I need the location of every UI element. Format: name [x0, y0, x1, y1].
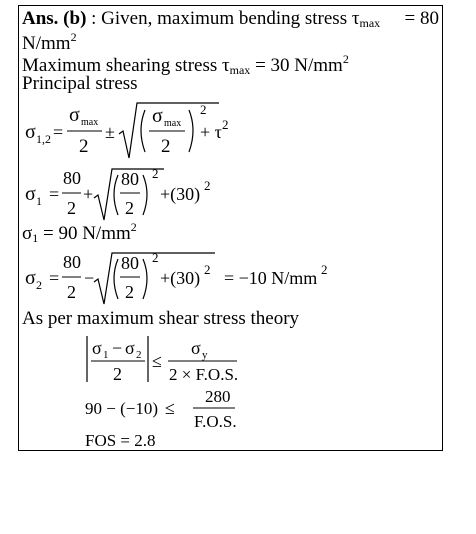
given-line — [22, 8, 439, 31]
principal-heading: Principal stress — [22, 73, 138, 94]
sub-num: 280 — [205, 387, 231, 406]
f-num-sub: max — [81, 117, 99, 128]
fos-result: FOS = 2.8 — [85, 431, 156, 450]
shear-value: = 30 N/mm — [255, 55, 343, 76]
f-num: σ — [69, 104, 80, 126]
s1-inner-den: 2 — [125, 198, 134, 218]
svg-text:σ: σ — [92, 338, 102, 358]
s1-num: 80 — [63, 168, 81, 188]
s2-inner-num: 80 — [121, 253, 139, 273]
f-tau-sq: 2 — [222, 117, 229, 132]
svg-text:≤: ≤ — [165, 398, 175, 418]
svg-text:2: 2 — [204, 262, 211, 277]
svg-text:σ: σ — [25, 183, 36, 205]
svg-text:2: 2 — [152, 250, 159, 265]
svg-text:2: 2 — [113, 364, 122, 384]
svg-text:2 × F.O.S.: 2 × F.O.S. — [169, 365, 239, 384]
f-inner-sub: max — [164, 118, 182, 129]
answer-box — [18, 5, 443, 451]
given-sub: max — [359, 16, 381, 30]
svg-text:≤: ≤ — [152, 351, 162, 371]
svg-text:1: 1 — [36, 194, 42, 208]
f-paren-left — [141, 110, 145, 152]
substitution — [79, 386, 279, 432]
sigma2-equation — [19, 248, 359, 306]
s2-result: = −10 N/mm — [224, 268, 318, 288]
given-unit-exp: 2 — [70, 30, 77, 44]
s1-tail: +(30) — [160, 184, 201, 204]
shear-text: Maximum shearing stress τ — [22, 55, 230, 76]
s2-op: − — [84, 268, 95, 288]
sub-den: F.O.S. — [194, 412, 237, 431]
s1-inner-num: 80 — [121, 169, 139, 189]
svg-text:σ: σ — [25, 267, 36, 289]
s1-op: + — [83, 184, 94, 204]
f-inner-num: σ — [152, 105, 163, 127]
s1-den: 2 — [67, 198, 76, 218]
f-inner-den: 2 — [161, 136, 171, 157]
svg-text:2: 2 — [152, 166, 159, 181]
svg-text:−: − — [112, 338, 123, 358]
svg-text:=: = — [49, 268, 60, 288]
sub-lhs: 90 − (−10) — [85, 399, 158, 418]
f-pm: ± — [105, 122, 115, 142]
svg-text:y: y — [202, 349, 208, 361]
svg-text:σ: σ — [125, 338, 135, 358]
shear-exp: 2 — [342, 52, 349, 66]
f-paren-right — [189, 110, 193, 152]
f-lhs-sub: 1,2 — [36, 132, 51, 146]
svg-text:2: 2 — [136, 349, 142, 361]
sigma1-result: $\sigma_1 = 90$ $N/mm^2$ — [22, 220, 137, 245]
given-value: = 80 — [404, 8, 439, 29]
s2-num: 80 — [63, 252, 81, 272]
svg-text:2: 2 — [321, 262, 328, 277]
shear-sub: max — [229, 63, 251, 77]
svg-text:=: = — [53, 122, 64, 142]
formula-general — [19, 100, 259, 164]
svg-text:1: 1 — [103, 349, 109, 361]
f-lhs: σ — [25, 121, 36, 143]
svg-text:2: 2 — [36, 278, 42, 292]
theory-heading: As per maximum shear stress theory — [22, 308, 300, 329]
f-sq: 2 — [200, 102, 207, 117]
s2-den: 2 — [67, 282, 76, 302]
s2-inner-den: 2 — [125, 282, 134, 302]
given-text: : Given, maximum bending stress τ — [91, 8, 360, 29]
f-plus-tau: + τ — [200, 122, 222, 142]
sigma1-equation — [19, 166, 259, 222]
svg-text:2: 2 — [204, 178, 211, 193]
f-den: 2 — [79, 136, 89, 157]
svg-text:σ: σ — [191, 338, 201, 358]
s2-tail: +(30) — [160, 268, 201, 288]
given-unit: N/mm — [22, 33, 71, 54]
svg-text:=: = — [49, 184, 60, 204]
answer-label: Ans. (b) — [22, 8, 87, 29]
inequality — [79, 334, 279, 384]
